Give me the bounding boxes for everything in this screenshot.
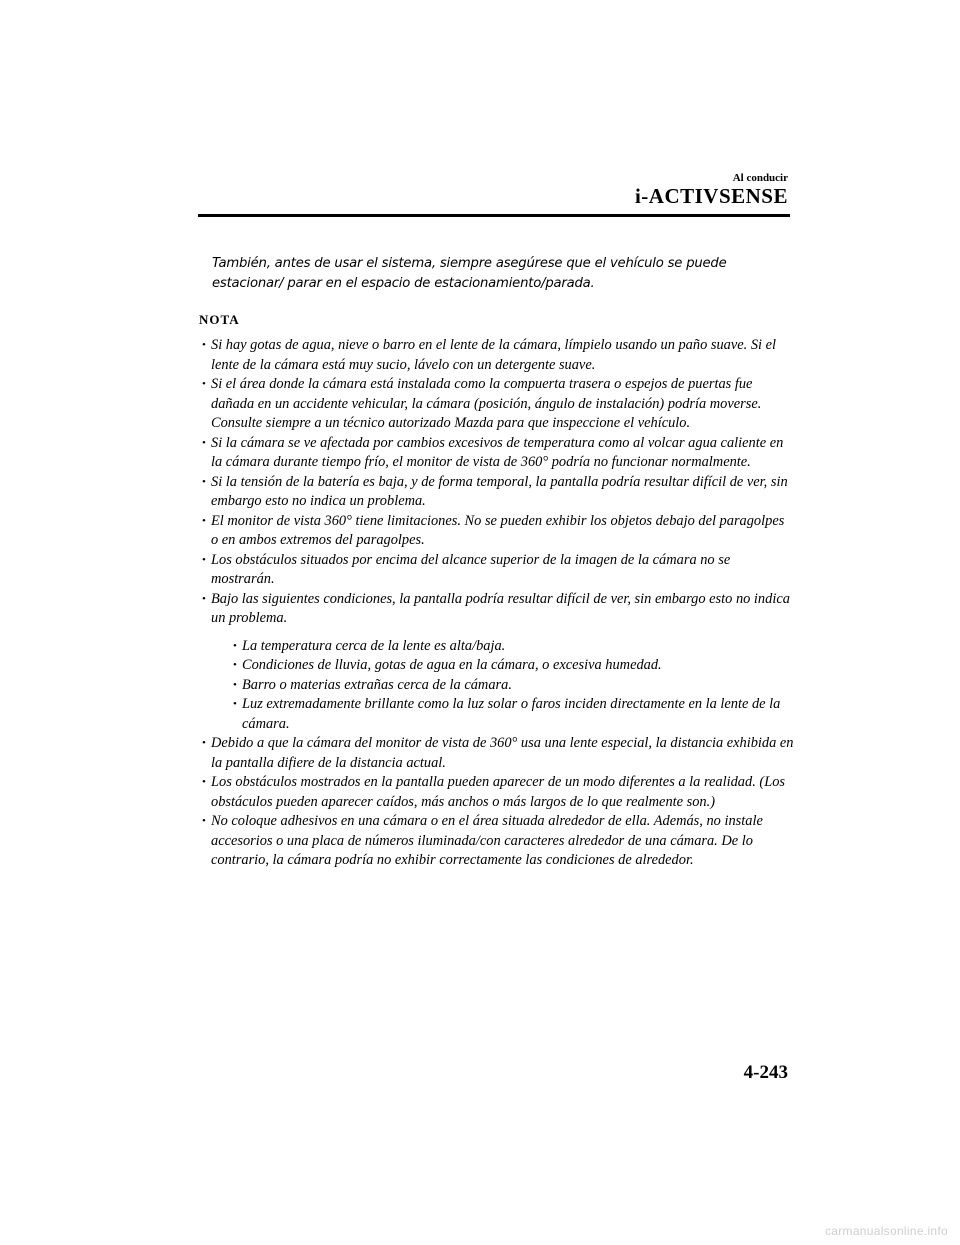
sub-list [230,637,795,735]
page-number: 4-243 [743,1062,788,1083]
bullet-icon: • [202,815,206,827]
sub-list-item: • Luz extremadamente brillante como la luz solar o faros inciden directamente en la lente de la cámara. [233,696,781,732]
list-item: • Si hay gotas de agua, nieve o barro en el lente de la cámara, límpielo usando un paño suave. Si el lente de la cámara está muy sucio, lávelo con un detergente suave. [202,337,777,373]
list-item: • Bajo las siguientes condiciones, la pantalla podría resultar difícil de ver, sin embargo esto no indica un problema. • La temperatura cerca de la lente es alta/baja. • Condiciones de lluvia, gotas de agua en la cámara, o excesiva humedad. • Barro o materias extrañas cerca de la cámara. • Luz extremadamente brillante como la luz solar o faros inciden directamente en la lente de la cámara. [199,590,795,735]
bullet-icon: • [202,378,206,390]
list-item: • No coloque adhesivos en una cámara o en el área situada alrededor de ella. Además, no instale accesorios o una placa de números iluminada/con caracteres alrededor de una cámara. De lo contrario, la cámara podría no exhibir correctamente las condiciones de alrededor. [202,813,763,868]
nota-list [199,336,795,871]
list-item: • Los obstáculos situados por encima del alcance superior de la imagen de la cámara no se mostrarán. [202,551,731,587]
list-item: • El monitor de vista 360° tiene limitaciones. No se pueden exhibir los objetos debajo del paragolpes o en ambos extremos del paragolpes. [202,512,785,548]
sub-list-item: • Condiciones de lluvia, gotas de agua en la cámara, o excesiva humedad. [230,656,795,676]
bullet-icon: • [233,678,237,691]
list-item: • Debido a que la cámara del monitor de vista de 360° usa una lente especial, la distancia exhibida en la pantalla difiere de la distancia actual. [202,735,794,771]
sub-list-item: • La temperatura cerca de la lente es alta/baja. [230,637,795,657]
bullet-icon: • [202,339,206,351]
bullet-icon: • [233,698,237,710]
bullet-icon: • [233,639,237,652]
footer-watermark: carmanualsonline.info [824,1224,948,1238]
page-title: i-ACTIVSENSE [634,184,788,208]
sub-list-item: • Barro o materias extrañas cerca de la cámara. [230,676,795,696]
list-item: • Si la cámara se ve afectada por cambios excesivos de temperatura como al volcar agua caliente en la cámara durante tiempo frío, el monitor de vista de 360° podría no funcionar normalmente. [202,434,784,470]
warning-text: También, antes de usar el sistema, siempre asegúrese que el vehículo se puede estacionar/ parar en el espacio de estacionamiento/parada. [212,256,727,291]
section-label: Al conducir [732,172,788,184]
bullet-icon: • [202,514,206,527]
list-item: • Los obstáculos mostrados en la pantalla pueden aparecer de un modo diferentes a la realidad. (Los obstáculos pueden aparecer caídos, más anchos o más largos de lo que realmente son.) [202,774,785,810]
list-item: • Si el área donde la cámara está instalada como la compuerta trasera o espejos de puertas fue dañada en un accidente vehicular, la cámara (posición, ángulo de instalación) podría moverse. Consulte siempre a un técnico autorizado Mazda para que inspeccione el vehículo. [202,376,762,431]
header-rule [198,214,790,217]
bullet-icon: • [202,776,206,788]
bullet-icon: • [202,553,206,566]
bullet-icon: • [202,475,206,488]
bullet-icon: • [233,659,237,671]
bullet-icon: • [202,592,206,605]
nota-label: NOTA [199,312,240,327]
bullet-icon: • [202,436,206,449]
list-item: • Si la tensión de la batería es baja, y de forma temporal, la pantalla podría resultar difícil de ver, sin embargo esto no indica un problema. [202,473,788,509]
bullet-icon: • [202,737,206,749]
